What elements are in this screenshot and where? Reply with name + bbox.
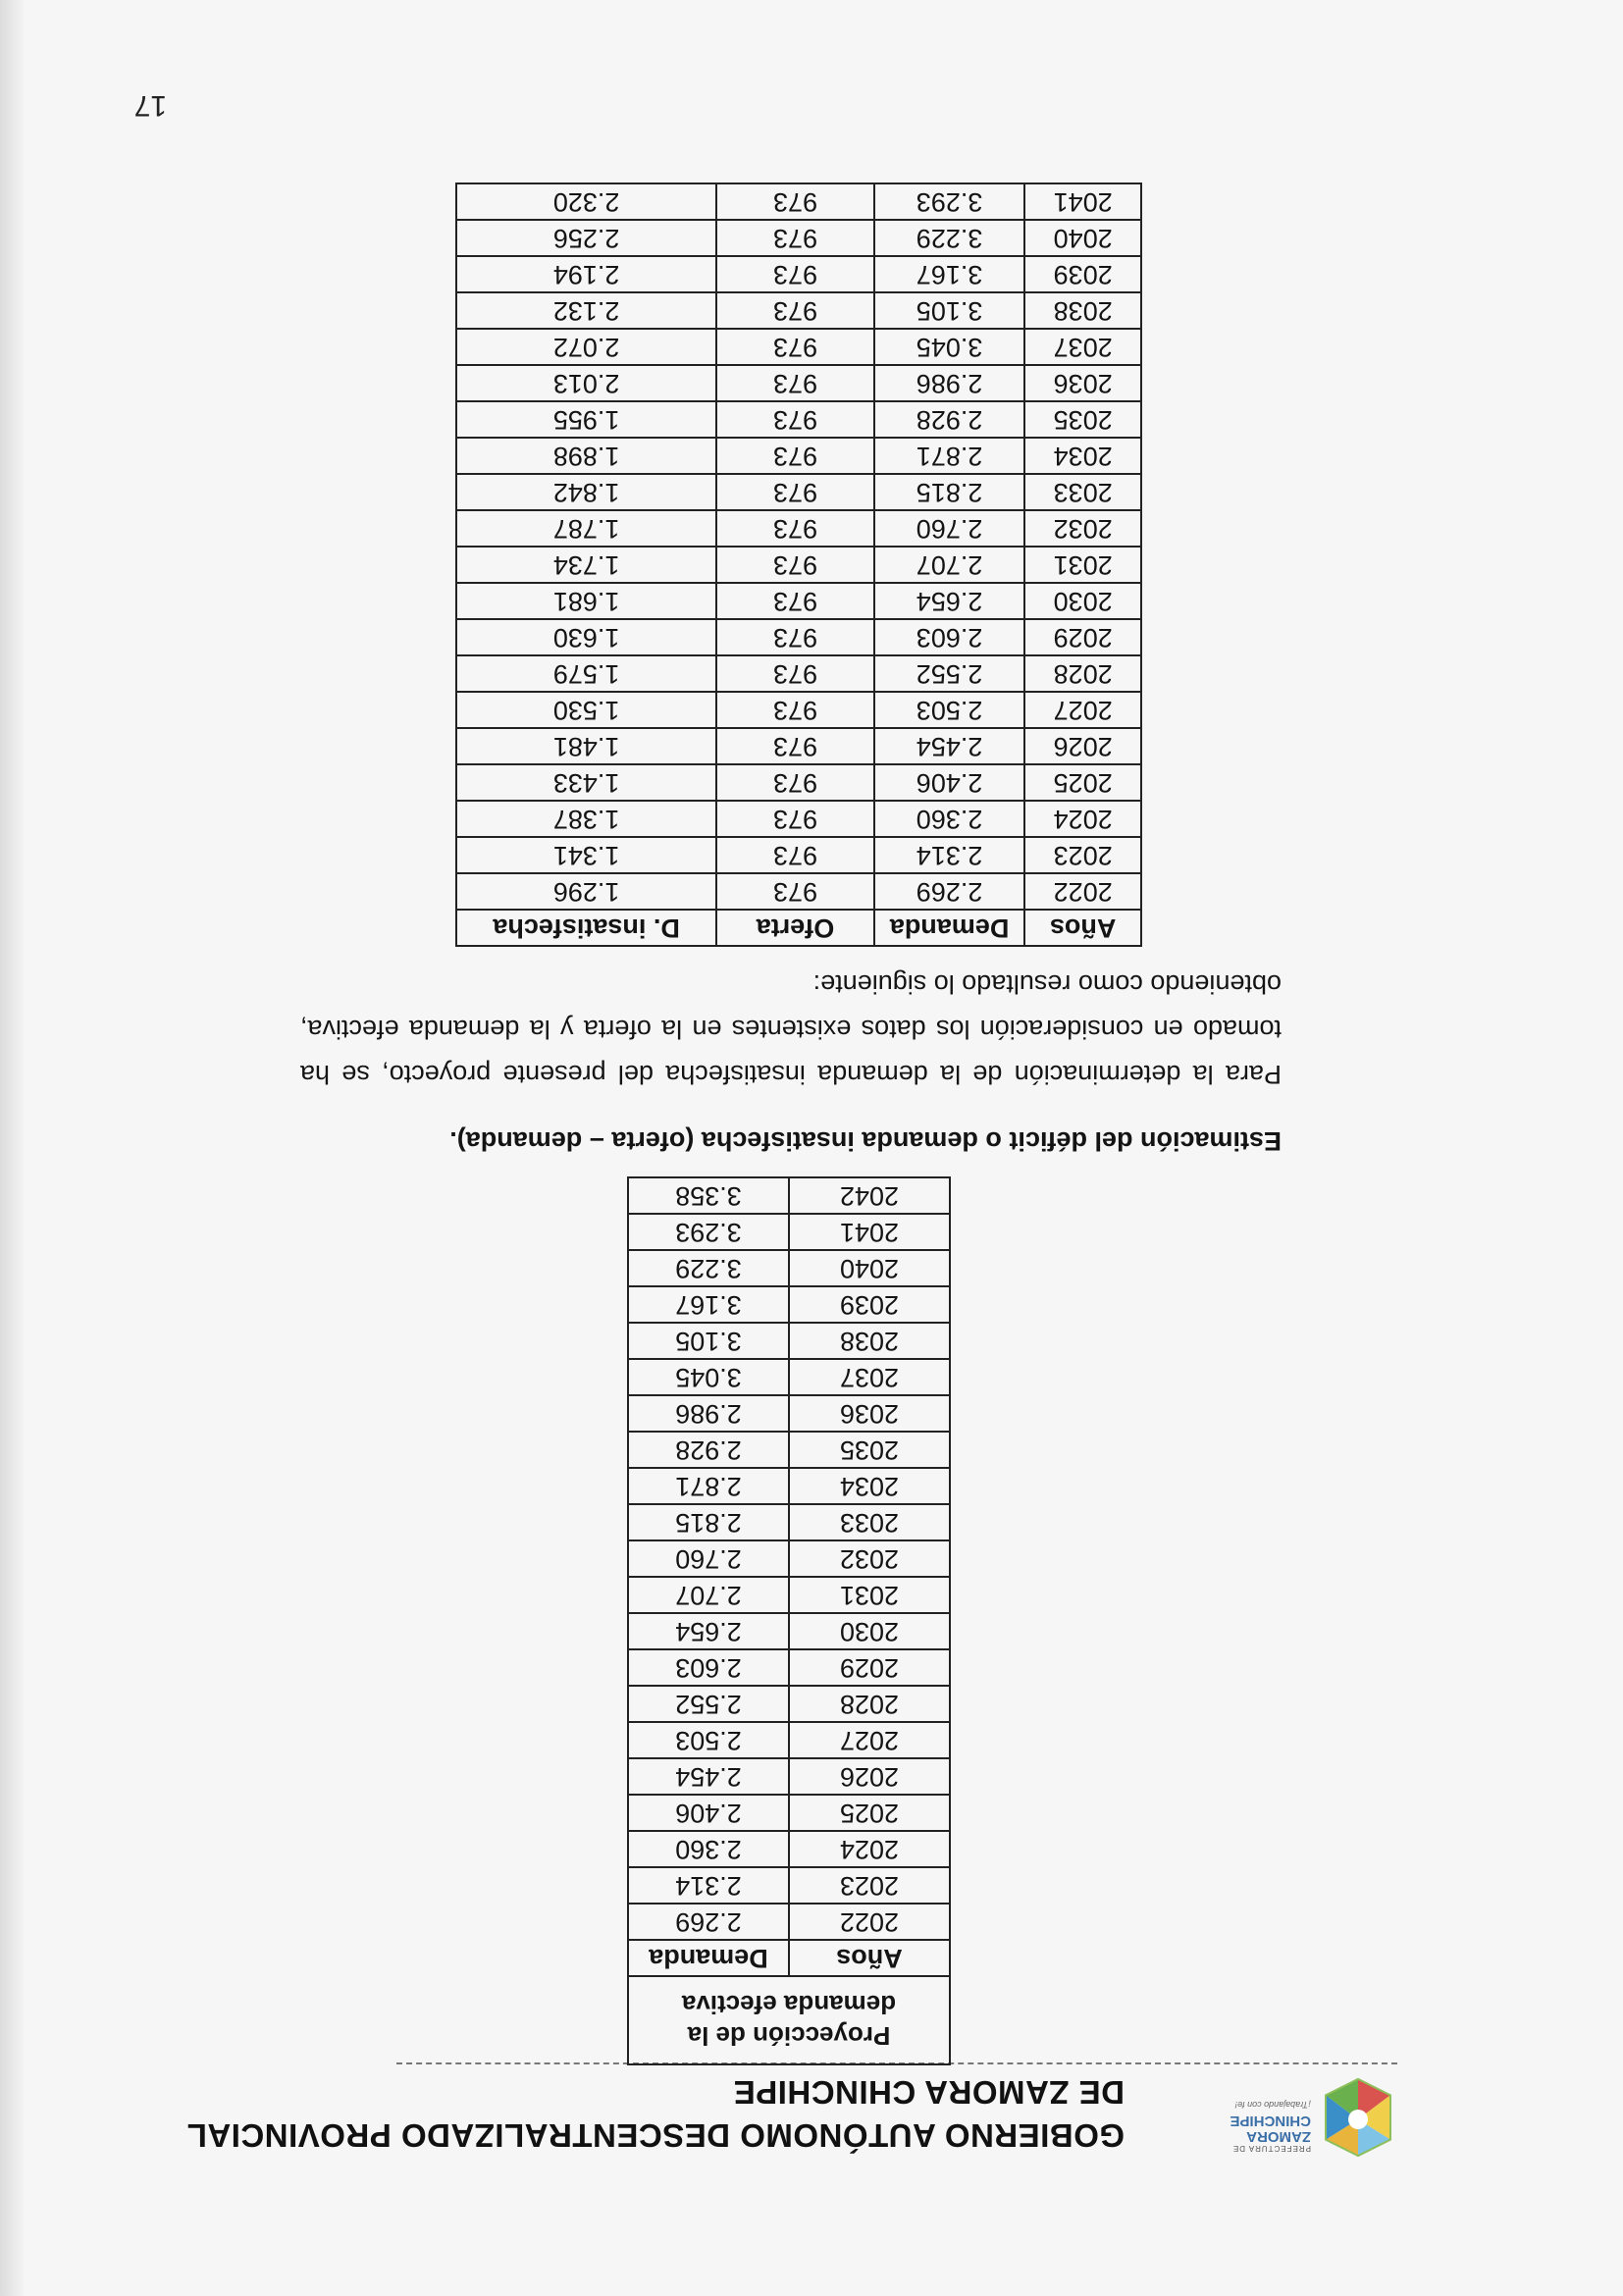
year-cell: 2036 [1024, 365, 1141, 401]
demand-cell: 2.707 [628, 1577, 789, 1613]
demand-cell: 2.760 [874, 510, 1025, 547]
year-cell: 2022 [1024, 873, 1141, 910]
year-cell: 2024 [789, 1831, 950, 1867]
unmet-demand-cell: 1.530 [456, 692, 716, 728]
unmet-demand-cell: 2.072 [456, 329, 716, 365]
year-cell: 2032 [789, 1540, 950, 1577]
demand-cell: 2.269 [874, 873, 1025, 910]
logo-small-text: PREFECTURA DE [1231, 2144, 1311, 2153]
demand-projection-body [628, 1177, 950, 1940]
demand-cell: 2.871 [874, 438, 1025, 474]
demand-cell: 2.454 [628, 1758, 789, 1795]
offer-cell: 973 [716, 329, 874, 365]
offer-cell: 973 [716, 801, 874, 837]
year-cell: 2037 [789, 1359, 950, 1395]
unmet-demand-cell: 2.320 [456, 183, 716, 220]
unmet-demand-cell: 1.579 [456, 655, 716, 692]
year-cell: 2025 [789, 1795, 950, 1831]
table-row [628, 1613, 950, 1649]
table-row [628, 1323, 950, 1359]
unmet-demand-cell: 2.194 [456, 256, 716, 292]
table-row [628, 1468, 950, 1504]
table-row [628, 1867, 950, 1904]
year-cell: 2028 [1024, 655, 1141, 692]
unmet-demand-cell: 1.387 [456, 801, 716, 837]
demand-cell: 3.105 [628, 1323, 789, 1359]
demand-cell: 3.358 [628, 1177, 789, 1214]
year-cell: 2031 [789, 1577, 950, 1613]
offer-cell: 973 [716, 728, 874, 764]
column-header-unmet-demand: D. insatisfecha [456, 910, 716, 946]
year-cell: 2031 [1024, 547, 1141, 583]
demand-cell: 2.406 [628, 1795, 789, 1831]
table-row [456, 329, 1141, 365]
year-cell: 2035 [1024, 401, 1141, 438]
table-row [456, 728, 1141, 764]
demand-cell: 2.986 [874, 365, 1025, 401]
table-row [628, 1177, 950, 1214]
demand-cell: 3.229 [874, 220, 1025, 256]
demand-cell: 2.871 [628, 1468, 789, 1504]
column-header-years: Años [1024, 910, 1141, 946]
offer-cell: 973 [716, 292, 874, 329]
year-cell: 2029 [1024, 619, 1141, 655]
unmet-demand-cell: 1.433 [456, 764, 716, 801]
year-cell: 2027 [1024, 692, 1141, 728]
table-row [628, 1686, 950, 1722]
demand-cell: 3.293 [874, 183, 1025, 220]
table-row [456, 365, 1141, 401]
table-header-row [456, 910, 1141, 946]
logo-line-1: ZAMORA [1246, 2128, 1311, 2145]
year-cell: 2024 [1024, 801, 1141, 837]
prefecture-logo-icon [1319, 2076, 1397, 2159]
demand-cell: 2.603 [874, 619, 1025, 655]
table-row [628, 1286, 950, 1323]
year-cell: 2023 [1024, 837, 1141, 873]
table-row [628, 1359, 950, 1395]
demand-cell: 2.552 [874, 655, 1025, 692]
table-row [628, 1649, 950, 1686]
demand-cell: 2.928 [874, 401, 1025, 438]
table-row [456, 837, 1141, 873]
demand-cell: 3.105 [874, 292, 1025, 329]
unmet-demand-cell: 2.132 [456, 292, 716, 329]
column-header-years: Años [789, 1940, 950, 1976]
table-row [628, 1214, 950, 1250]
scan-edge [0, 0, 24, 2296]
demand-cell: 2.454 [874, 728, 1025, 764]
offer-cell: 973 [716, 401, 874, 438]
year-cell: 2034 [789, 1468, 950, 1504]
table-row [456, 764, 1141, 801]
column-header-demand: Demanda [874, 910, 1025, 946]
offer-cell: 973 [716, 583, 874, 619]
year-cell: 2037 [1024, 329, 1141, 365]
offer-cell: 973 [716, 220, 874, 256]
table-row [456, 873, 1141, 910]
year-cell: 2029 [789, 1649, 950, 1686]
unmet-demand-cell: 1.341 [456, 837, 716, 873]
demand-cell: 2.314 [628, 1867, 789, 1904]
year-cell: 2041 [1024, 183, 1141, 220]
body-paragraph: Para la determinación de la demanda insatisfecha del presente proyecto, se ha tomado en consideración los datos existentes en la oferta y la demanda efectiva, obteniendo como resultado lo siguiente: [300, 969, 1282, 1089]
year-cell: 2042 [789, 1177, 950, 1214]
year-cell: 2039 [1024, 256, 1141, 292]
year-cell: 2040 [789, 1250, 950, 1286]
table-row [628, 1250, 950, 1286]
year-cell: 2023 [789, 1867, 950, 1904]
demand-projection-table [627, 1176, 951, 2065]
column-header-demand: Demanda [628, 1940, 789, 1976]
demand-cell: 2.406 [874, 764, 1025, 801]
table-row [628, 1831, 950, 1867]
demand-cell: 2.503 [874, 692, 1025, 728]
table-row [456, 401, 1141, 438]
year-cell: 2038 [789, 1323, 950, 1359]
demand-cell: 3.229 [628, 1250, 789, 1286]
unmet-demand-cell: 1.734 [456, 547, 716, 583]
government-title-line-2: DE ZAMORA CHINCHIPE [733, 2074, 1125, 2111]
year-cell: 2040 [1024, 220, 1141, 256]
logo-line-2: CHINCHIPE [1230, 2113, 1311, 2129]
table-row [456, 220, 1141, 256]
demand-cell: 2.928 [628, 1432, 789, 1468]
unmet-demand-cell: 1.630 [456, 619, 716, 655]
demand-cell: 3.167 [628, 1286, 789, 1323]
table-row [628, 1795, 950, 1831]
demand-cell: 2.503 [628, 1722, 789, 1758]
year-cell: 2030 [789, 1613, 950, 1649]
year-cell: 2025 [1024, 764, 1141, 801]
table-row [456, 801, 1141, 837]
unmet-demand-cell: 1.898 [456, 438, 716, 474]
unmet-demand-cell: 1.481 [456, 728, 716, 764]
offer-cell: 973 [716, 547, 874, 583]
offer-cell: 973 [716, 183, 874, 220]
year-cell: 2026 [789, 1758, 950, 1795]
demand-cell: 2.360 [628, 1831, 789, 1867]
government-title [186, 2070, 1125, 2157]
demand-cell: 2.654 [628, 1613, 789, 1649]
unmet-demand-cell: 1.296 [456, 873, 716, 910]
demand-cell: 2.552 [628, 1686, 789, 1722]
year-cell: 2039 [789, 1286, 950, 1323]
demand-cell: 2.986 [628, 1395, 789, 1432]
table-row [628, 1722, 950, 1758]
demand-cell: 3.045 [874, 329, 1025, 365]
offer-cell: 973 [716, 438, 874, 474]
year-cell: 2038 [1024, 292, 1141, 329]
year-cell: 2036 [789, 1395, 950, 1432]
column-header-offer: Oferta [716, 910, 874, 946]
offer-cell: 973 [716, 510, 874, 547]
year-cell: 2033 [789, 1504, 950, 1540]
demand-cell: 3.293 [628, 1214, 789, 1250]
table-row [628, 1395, 950, 1432]
table-row [628, 1904, 950, 1940]
table-row [456, 292, 1141, 329]
table-row [628, 1758, 950, 1795]
year-cell: 2032 [1024, 510, 1141, 547]
demand-cell: 2.760 [628, 1540, 789, 1577]
unmet-demand-cell: 1.955 [456, 401, 716, 438]
table-row [456, 547, 1141, 583]
section-heading: Estimación del déficit o demanda insatisfecha (oferta – demanda). [449, 1126, 1282, 1156]
table-header-row [628, 1940, 950, 1976]
year-cell: 2028 [789, 1686, 950, 1722]
government-title-line-1: GOBIERNO AUTÓNOMO DESCENTRALIZADO PROVINCIAL [186, 2117, 1125, 2154]
table-row [456, 619, 1141, 655]
year-cell: 2035 [789, 1432, 950, 1468]
table-row [456, 256, 1141, 292]
year-cell: 2041 [789, 1214, 950, 1250]
table-row [456, 183, 1141, 220]
table-row [456, 583, 1141, 619]
offer-cell: 973 [716, 474, 874, 510]
year-cell: 2026 [1024, 728, 1141, 764]
demand-cell: 2.815 [874, 474, 1025, 510]
unmet-demand-cell: 1.681 [456, 583, 716, 619]
year-cell: 2034 [1024, 438, 1141, 474]
logo-tagline: ¡Trabajando con fe! [1234, 2100, 1311, 2110]
offer-cell: 973 [716, 873, 874, 910]
year-cell: 2030 [1024, 583, 1141, 619]
table-row [456, 692, 1141, 728]
page-number: 17 [133, 89, 167, 122]
table-row [628, 1504, 950, 1540]
offer-cell: 973 [716, 764, 874, 801]
table-caption: Proyección de la demanda efectiva [628, 1976, 950, 2064]
demand-cell: 3.045 [628, 1359, 789, 1395]
demand-cell: 2.654 [874, 583, 1025, 619]
logo-wordmark [1183, 2100, 1311, 2153]
demand-cell: 3.167 [874, 256, 1025, 292]
year-cell: 2027 [789, 1722, 950, 1758]
demand-cell: 2.314 [874, 837, 1025, 873]
demand-cell: 2.269 [628, 1904, 789, 1940]
offer-cell: 973 [716, 256, 874, 292]
year-cell: 2022 [789, 1904, 950, 1940]
table-row [628, 1432, 950, 1468]
offer-cell: 973 [716, 365, 874, 401]
table-row [628, 1540, 950, 1577]
offer-cell: 973 [716, 655, 874, 692]
unmet-demand-cell: 1.842 [456, 474, 716, 510]
offer-cell: 973 [716, 619, 874, 655]
demand-cell: 2.815 [628, 1504, 789, 1540]
table-row [456, 438, 1141, 474]
table-row [456, 655, 1141, 692]
demand-cell: 2.603 [628, 1649, 789, 1686]
unmet-demand-cell: 2.013 [456, 365, 716, 401]
unmet-demand-body [456, 183, 1141, 910]
unmet-demand-cell: 2.256 [456, 220, 716, 256]
year-cell: 2033 [1024, 474, 1141, 510]
table-row [456, 474, 1141, 510]
table-caption-row [628, 1976, 950, 2064]
demand-cell: 2.360 [874, 801, 1025, 837]
unmet-demand-cell: 1.787 [456, 510, 716, 547]
unmet-demand-table [455, 183, 1142, 947]
offer-cell: 973 [716, 837, 874, 873]
offer-cell: 973 [716, 692, 874, 728]
table-row [628, 1577, 950, 1613]
demand-cell: 2.707 [874, 547, 1025, 583]
table-row [456, 510, 1141, 547]
